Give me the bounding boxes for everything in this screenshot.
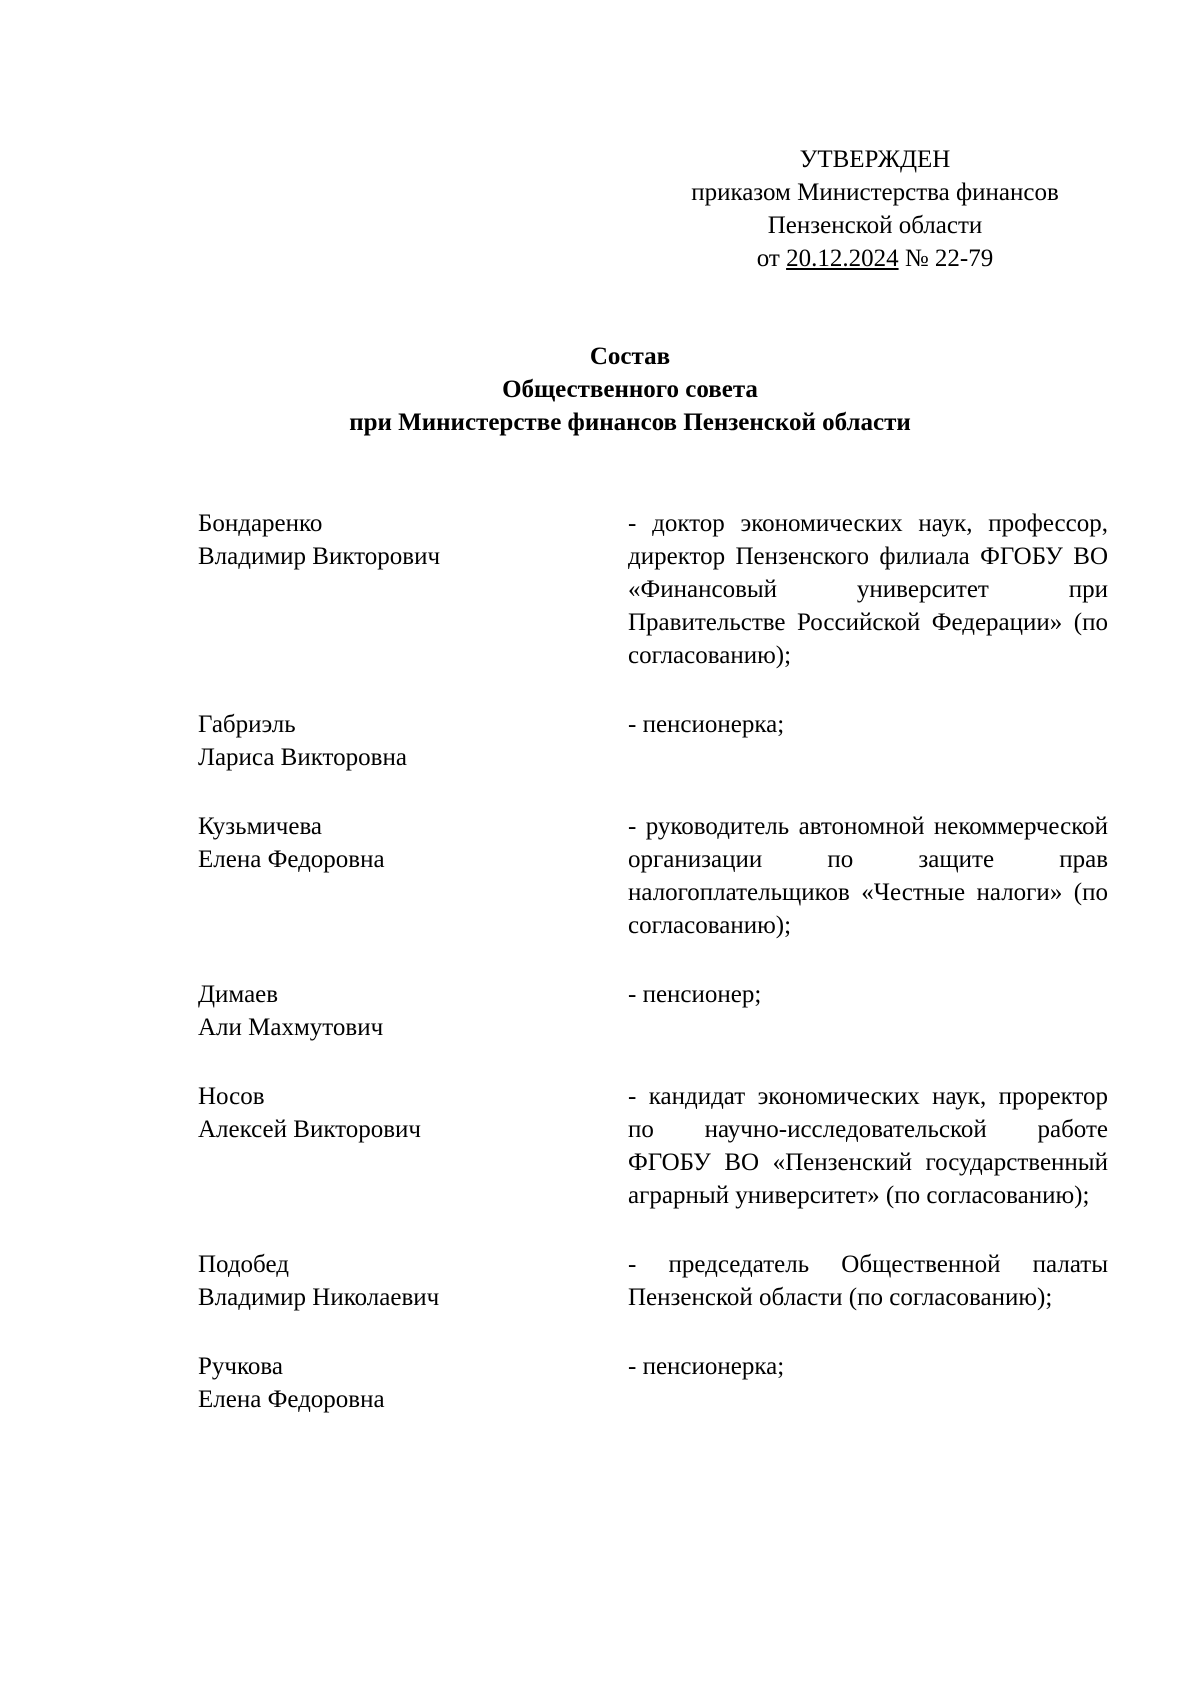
member-surname: Габриэль	[198, 711, 296, 738]
title-line-3: при Министерстве финансов Пензенской области	[349, 409, 911, 436]
member-entry	[198, 978, 1108, 1044]
member-entry	[198, 507, 1108, 672]
member-given-names: Владимир Николаевич	[198, 1284, 440, 1311]
member-entry	[198, 1080, 1108, 1212]
member-given-names: Алексей Викторович	[198, 1116, 421, 1143]
member-description: - председатель Общественной палаты Пензенской области (по согласованию);	[628, 1251, 1108, 1311]
member-description: - пенсионерка;	[628, 1353, 785, 1380]
member-given-names: Лариса Викторовна	[198, 744, 407, 771]
member-surname: Димаев	[198, 981, 279, 1008]
member-entry	[198, 1350, 1108, 1416]
approval-date-prefix: от	[756, 245, 780, 272]
approval-heading: УТВЕРЖДЕН	[799, 146, 951, 173]
member-surname: Кузьмичева	[198, 813, 323, 840]
member-name	[198, 507, 628, 672]
member-description: - доктор экономических наук, профессор, директор Пензенского филиала ФГОБУ ВО «Финансовый университет при Правительстве Российской Федерации» (по согласованию);	[628, 510, 1108, 669]
title-line-1: Состав	[589, 343, 671, 370]
title-line-2: Общественного совета	[502, 376, 758, 403]
member-description: - кандидат экономических наук, проректор по научно-исследовательской работе ФГОБУ ВО «Пензенский государственный аграрный университет» (по согласованию);	[628, 1083, 1108, 1209]
member-name	[198, 708, 628, 774]
member-given-names: Елена Федоровна	[198, 1386, 385, 1413]
approval-number: № 22-79	[904, 245, 994, 272]
approval-date: 20.12.2024	[786, 245, 899, 272]
member-entry	[198, 810, 1108, 942]
approval-stamp	[640, 143, 1110, 275]
member-surname: Носов	[198, 1083, 265, 1110]
member-name	[198, 1350, 628, 1416]
member-surname: Подобед	[198, 1251, 289, 1278]
approval-order-line: приказом Министерства финансов	[691, 179, 1059, 206]
member-entry	[198, 1248, 1108, 1314]
member-surname: Ручкова	[198, 1353, 283, 1380]
member-given-names: Елена Федоровна	[198, 846, 385, 873]
member-description: - пенсионер;	[628, 981, 762, 1008]
member-list	[198, 507, 1108, 1452]
member-name	[198, 1248, 628, 1314]
member-given-names: Владимир Викторович	[198, 543, 441, 570]
member-entry	[198, 708, 1108, 774]
approval-region-line: Пензенской области	[767, 212, 983, 239]
member-name	[198, 978, 628, 1044]
member-description: - пенсионерка;	[628, 711, 785, 738]
approval-date-line	[640, 242, 1110, 275]
document-title	[0, 340, 1200, 439]
member-surname: Бондаренко	[198, 510, 323, 537]
member-name	[198, 1080, 628, 1212]
member-given-names: Али Махмутович	[198, 1014, 384, 1041]
member-name	[198, 810, 628, 942]
member-description: - руководитель автономной некоммерческой организации по защите прав налогоплательщиков «Честные налоги» (по согласованию);	[628, 813, 1108, 939]
